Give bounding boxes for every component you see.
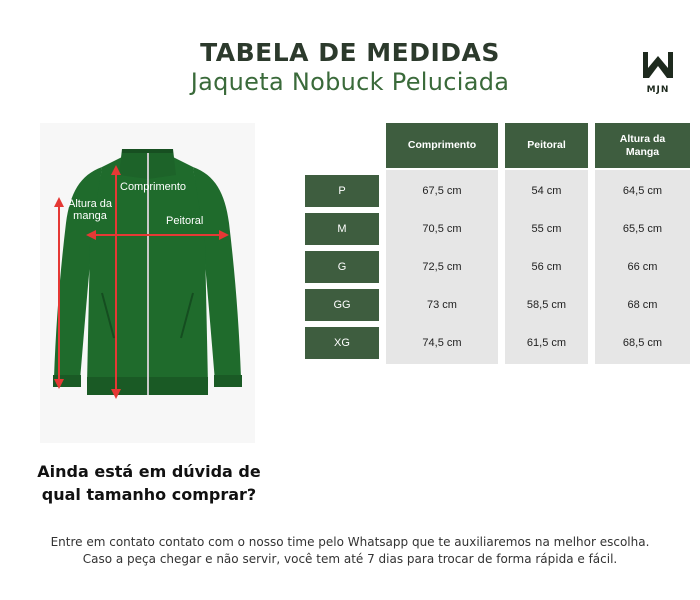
table-cell: 58,5 cm — [505, 284, 588, 326]
table-cell: 66 cm — [595, 246, 690, 288]
size-label-p: P — [305, 175, 379, 207]
help-question-line1: Ainda está em dúvida de — [37, 462, 261, 481]
table-cell: 70,5 cm — [386, 208, 498, 250]
table-cell: 67,5 cm — [386, 170, 498, 212]
table-cell: 68 cm — [595, 284, 690, 326]
column-header-peitoral: Peitoral — [505, 123, 588, 168]
label-altura-manga-line1: Altura da — [67, 198, 113, 210]
table-cell: 73 cm — [386, 284, 498, 326]
table-cell: 74,5 cm — [386, 322, 498, 364]
jacket-diagram — [40, 123, 255, 443]
table-cell: 65,5 cm — [595, 208, 690, 250]
help-exchange-text: Caso a peça chegar e não servir, você tem até 7 dias para trocar de forma rápida e fácil. — [82, 552, 618, 566]
jacket-icon — [40, 123, 255, 443]
table-cell: 61,5 cm — [505, 322, 588, 364]
table-cell: 54 cm — [505, 170, 588, 212]
label-altura-manga — [62, 198, 118, 222]
label-peitoral: Peitoral — [166, 215, 204, 227]
size-label-g: G — [305, 251, 379, 283]
page-title: TABELA DE MEDIDAS — [200, 38, 500, 67]
size-label-gg: GG — [305, 289, 379, 321]
size-label-xg: XG — [305, 327, 379, 359]
table-cell: 72,5 cm — [386, 246, 498, 288]
table-cell: 64,5 cm — [595, 170, 690, 212]
brand-logo — [640, 50, 676, 94]
page-subtitle: Jaqueta Nobuck Peluciada — [190, 68, 510, 96]
table-cell: 68,5 cm — [595, 322, 690, 364]
table-cell: 55 cm — [505, 208, 588, 250]
svg-text:MJN: MJN — [646, 85, 670, 94]
column-header-altura-manga: Altura da Manga — [595, 123, 690, 168]
label-altura-manga-line2: manga — [73, 210, 107, 222]
help-question-line2: qual tamanho comprar? — [41, 485, 257, 504]
help-contact-text: Entre em contato contato com o nosso time pelo Whatsapp que te auxiliaremos na melhor escolha. — [50, 535, 650, 549]
label-comprimento: Comprimento — [120, 181, 187, 193]
size-label-m: M — [305, 213, 379, 245]
column-header-comprimento: Comprimento — [386, 123, 498, 168]
table-cell: 56 cm — [505, 246, 588, 288]
help-question — [20, 460, 278, 506]
